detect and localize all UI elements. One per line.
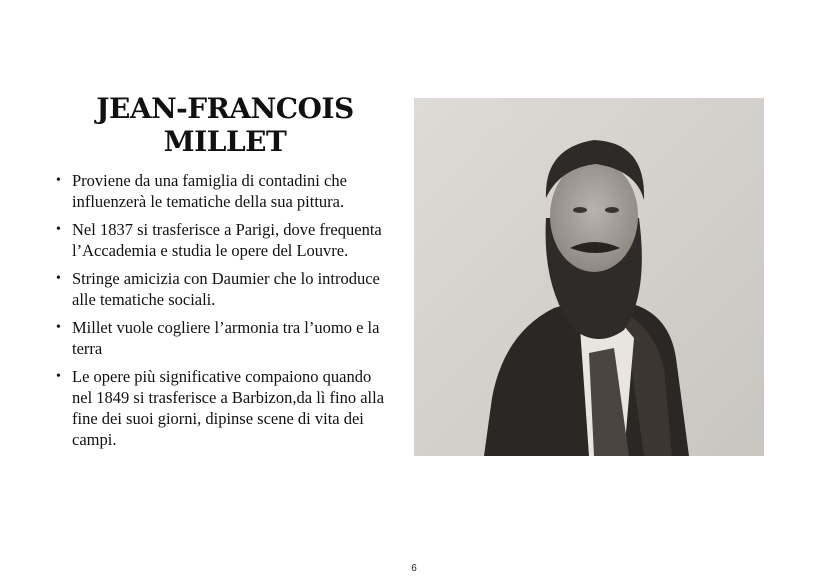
title-line-2: MILLET xyxy=(163,125,287,158)
portrait-illustration xyxy=(414,98,764,456)
title-line-1: JEAN-FRANCOIS xyxy=(96,92,354,125)
bullet-item: • Proviene da una famiglia di contadini che influenzerà le tematiche della sua pittura. xyxy=(54,170,394,212)
portrait-photo xyxy=(414,98,764,456)
bullet-item: • Le opere più significative compaiono quando nel 1849 si trasferisce a Barbizon,da lì fino alla fine dei suoi giorni, dipinse scene di vita dei campi. xyxy=(54,366,394,450)
bullet-item: • Stringe amicizia con Daumier che lo introduce alle tematiche sociali. xyxy=(54,268,394,310)
bullet-item: • Nel 1837 si trasferisce a Parigi, dove frequenta l’Accademia e studia le opere del Louvre. xyxy=(54,219,394,261)
page-title xyxy=(60,92,390,158)
bullet-item: • Millet vuole cogliere l’armonia tra l’uomo e la terra xyxy=(54,317,394,359)
page-number: 6 xyxy=(411,563,417,574)
bullet-list xyxy=(54,170,394,457)
